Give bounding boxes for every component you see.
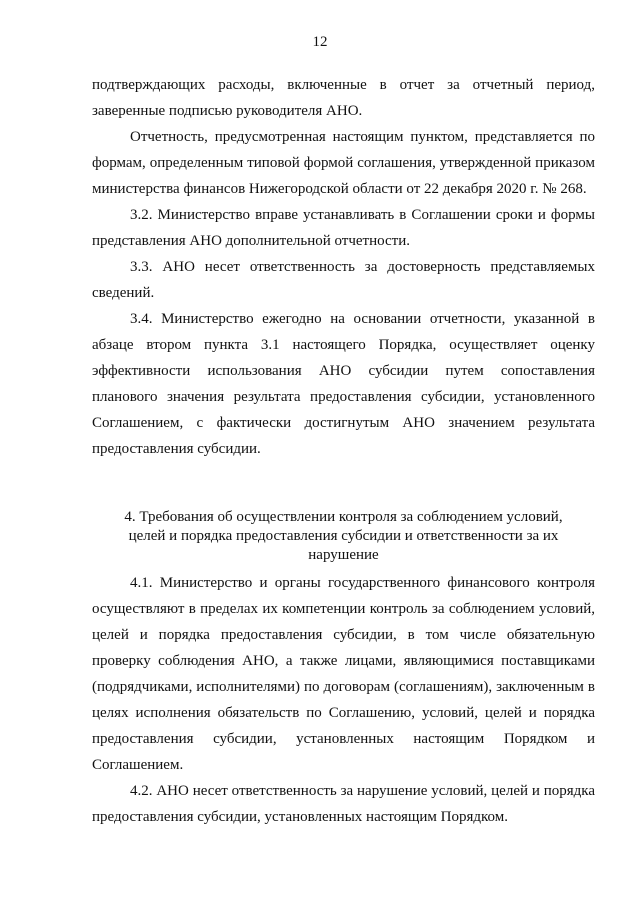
section-heading-line-2: целей и порядка предоставления субсидии и ответственности за их xyxy=(128,528,559,544)
body-text-top xyxy=(92,72,595,462)
section-heading-line-3: нарушение xyxy=(308,547,379,563)
section-heading xyxy=(92,508,595,565)
body-text-bottom xyxy=(92,570,595,830)
section-heading-line-1: 4. Требования об осуществлении контроля за соблюдением условий, xyxy=(124,509,563,525)
page-number: 12 xyxy=(312,34,328,50)
paragraph-3-4: 3.4. Министерство ежегодно на основании отчетности, указанной в абзаце втором пункта 3.1 настоящего Порядка, осуществляет оценку эффективности использования АНО субсидии путем сопоставления планового значения результата предоставления субсидии, установленного Соглашением, с фактически достигнутым АНО значением результата предоставления субсидии. xyxy=(92,311,595,457)
paragraph-reporting-forms: Отчетность, предусмотренная настоящим пунктом, представляется по формам, определенным типовой формой соглашения, утвержденной приказом министерства финансов Нижегородской области от 22 декабря 2020 г. № 268. xyxy=(92,129,595,197)
paragraph-continuation: подтверждающих расходы, включенные в отчет за отчетный период, заверенные подписью руководителя АНО. xyxy=(92,77,595,119)
paragraph-4-2: 4.2. АНО несет ответственность за нарушение условий, целей и порядка предоставления субсидии, установленных настоящим Порядком. xyxy=(92,783,595,825)
paragraph-4-1: 4.1. Министерство и органы государственного финансового контроля осуществляют в пределах их компетенции контроль за соблюдением условий, целей и порядка предоставления субсидии, в том числе обязательную проверку соблюдения АНО, а также лицами, являющимися поставщиками (подрядчиками, исполнителями) по договорам (соглашениям), заключенным в целях исполнения обязательств по Соглашению, условий, целей и порядка предоставления субсидии, установленных настоящим Порядком и Соглашением. xyxy=(92,575,595,773)
paragraph-3-3: 3.3. АНО несет ответственность за достоверность представляемых сведений. xyxy=(92,259,595,301)
paragraph-3-2: 3.2. Министерство вправе устанавливать в Соглашении сроки и формы представления АНО дополнительной отчетности. xyxy=(92,207,595,249)
